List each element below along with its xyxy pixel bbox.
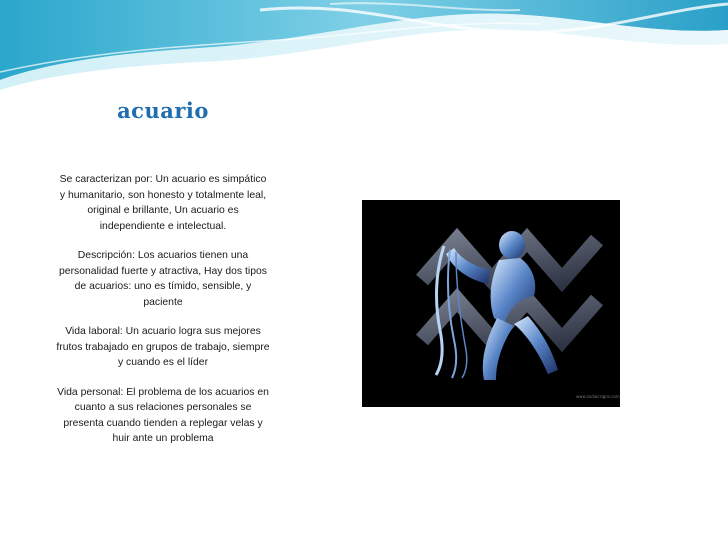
paragraph-work-life: Vida laboral: Un acuario logra sus mejores frutos trabajado en grupos de trabajo, siempre y cuando es el líder [56,326,270,368]
paragraph-characteristics: Se caracterizan por: Un acuario es simpático y humanitario, son honesto y totalmente leal, original e brillante, Un acuario es independiente e intelectual. [59,174,267,232]
slide-title: acuario [117,98,209,123]
wave-header-decoration [0,0,728,95]
paragraph-personal-life: Vida personal: El problema de los acuarios en cuanto a sus relaciones personales se presenta cuando tienden a replegar velas y huir ante un problema [57,386,269,444]
slide-body [56,172,270,461]
paragraph-description: Descripción: Los acuarios tienen una personalidad fuerte y atractiva, Hay dos tipos de acuarios: uno es tímido, sensible, y paciente [59,250,267,308]
aquarius-image [362,200,620,407]
aquarius-zodiac-figure-icon [362,200,620,407]
image-watermark: www.zodiacsigns.com [576,394,620,399]
